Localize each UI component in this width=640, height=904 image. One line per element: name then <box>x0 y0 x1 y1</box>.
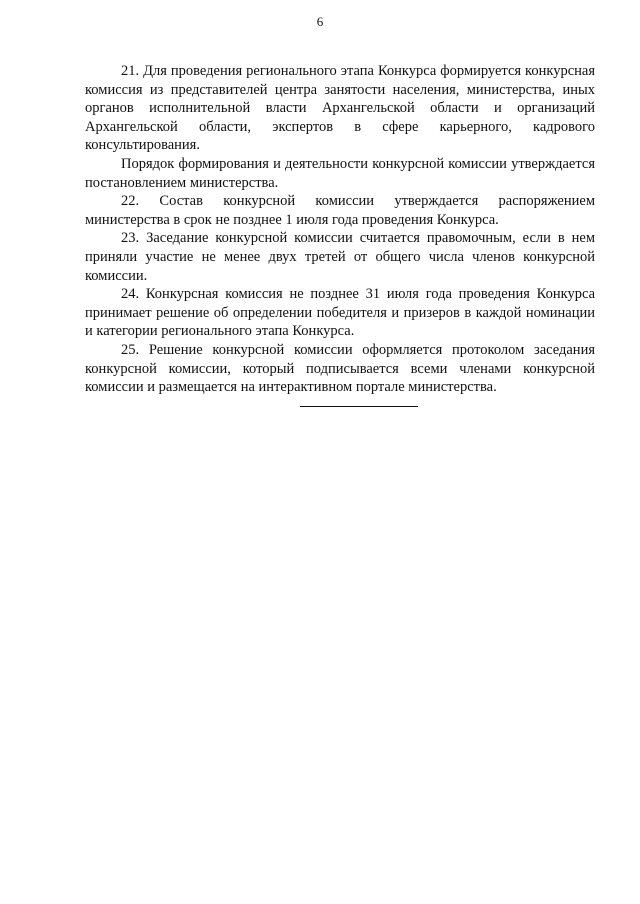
paragraph-21: 21. Для проведения регионального этапа Конкурса формируется конкурсная комиссия из представителей центра занятости населения, министерства, иных органов исполнительной власти Архангельской области и организаций Архангельской области, экспертов в сфере карьерного, кадрового консультирования. <box>85 63 595 154</box>
paragraph-23: 23. Заседание конкурсной комиссии считается правомочным, если в нем приняли участие не менее двух третей от общего числа членов конкурсной комиссии. <box>85 230 595 284</box>
paragraph-25: 25. Решение конкурсной комиссии оформляется протоколом заседания конкурсной комиссии, который подписывается всеми членами конкурсной комиссии и размещается на интерактивном портале министерства. <box>85 341 595 396</box>
paragraph-24: 24. Конкурсная комиссия не позднее 31 июля года проведения Конкурса принимает решение об определении победителя и призеров в каждой номинации и категории регионального этапа Конкурса. <box>85 286 595 340</box>
paragraph-commission-procedure: Порядок формирования и деятельности конкурсной комиссии утверждается постановлением министерства. <box>85 155 595 191</box>
document-body <box>85 62 595 397</box>
paragraph-22: 22. Состав конкурсной комиссии утверждается распоряжением министерства в срок не позднее 1 июля года проведения Конкурса. <box>85 193 595 228</box>
end-of-document-rule <box>300 406 418 407</box>
page-number: 6 <box>316 14 324 29</box>
